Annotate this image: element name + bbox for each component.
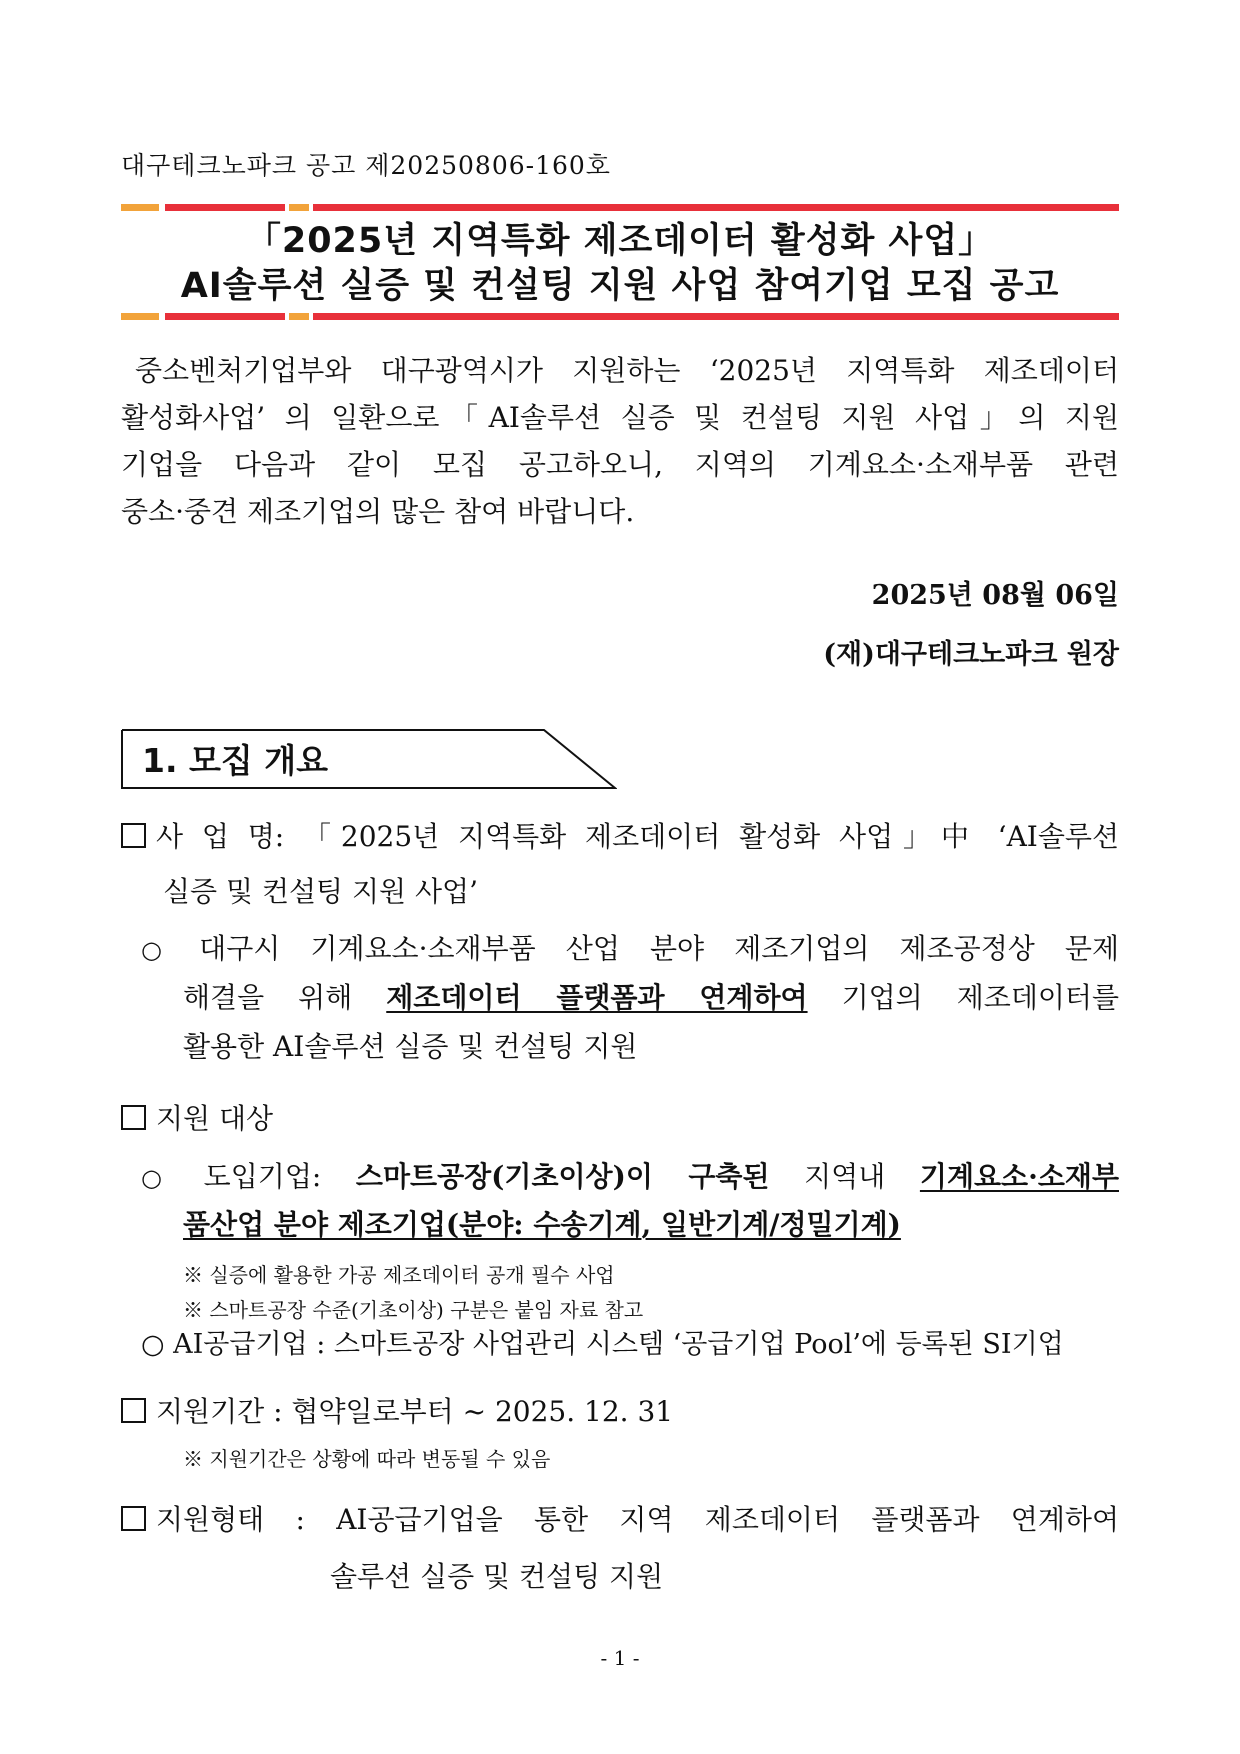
checkbox-square-icon — [121, 1105, 146, 1130]
target-adopt-line-cont: 품산업 분야 제조기업(분야: 수송기계, 일반기계/정밀기계) — [183, 1208, 901, 1241]
title-bar-bottom-segment — [121, 313, 159, 320]
business-name-label: 사 업 명: — [156, 820, 285, 853]
title-line2: AI솔루션 실증 및 컨설팅 지원 사업 참여기업 모집 공고 — [180, 266, 1060, 306]
title-bar-bottom-segment — [313, 313, 1119, 320]
bullet-circle-icon: ○ — [141, 1164, 188, 1192]
notice-number: 대구테크노파크 공고 제20250806-160호 — [121, 151, 611, 180]
target-note: ※ 실증에 활용한 가공 제조데이터 공개 필수 사업 — [183, 1263, 615, 1287]
intro-line: 중소벤처기업부와 대구광역시가 지원하는 ‘2025년 지역특화 제조데이터 — [135, 354, 1119, 387]
checkbox-square-icon — [121, 1506, 146, 1531]
business-name-row — [121, 815, 1119, 855]
business-bullet-line: 해결을 위해 제조데이터 플랫폼과 연계하여 기업의 제조데이터를 — [183, 981, 1120, 1014]
intro-line: 중소·중견 제조기업의 많은 참여 바랍니다. — [121, 495, 635, 528]
title-bar-top-segment — [313, 204, 1119, 211]
title-bar-bottom-segment — [165, 313, 285, 320]
title-bar-top-segment — [121, 204, 159, 211]
period-note: ※ 지원기간은 상황에 따라 변동될 수 있음 — [183, 1447, 551, 1471]
target-note: ※ 스마트공장 수준(기초이상) 구분은 붙임 자료 참고 — [183, 1298, 644, 1322]
intro-paragraph — [121, 347, 1119, 535]
target-adopt-line: ○ 도입기업: 스마트공장(기초이상)이 구축된 지역내 기계요소·소재부 — [141, 1160, 1119, 1193]
form-row-cont: 솔루션 실증 및 컨설팅 지원 — [330, 1560, 664, 1593]
title-line1: 「2025년 지역특화 제조데이터 활성화 사업」 — [245, 221, 995, 261]
bullet-circle-icon: ○ — [141, 936, 184, 964]
business-name-value-cont: 실증 및 컨설팅 지원 사업’ — [163, 875, 478, 908]
page-number: - 1 - — [600, 1646, 640, 1670]
business-bullet-line: ○ 대구시 기계요소·소재부품 산업 분야 제조기업의 제조공정상 문제 — [141, 932, 1119, 965]
target-row — [121, 1097, 273, 1137]
intro-line: 활성화사업’ 의 일환으로「AI솔루션 실증 및 컨설팅 지원 사업」의 지원 — [121, 401, 1119, 434]
period-row: 지원기간 : 협약일로부터 ~ 2025. 12. 31 — [121, 1390, 673, 1430]
checkbox-square-icon — [121, 1398, 146, 1423]
supplier-line: ○ AI공급기업 : 스마트공장 사업관리 시스템 ‘공급기업 Pool’에 등록된 SI기업 — [141, 1329, 1064, 1360]
announcement-date: 2025년 08월 06일 — [871, 580, 1119, 611]
title-bar-bottom-segment — [289, 313, 309, 320]
business-name-value: 「2025년 지역특화 제조데이터 활성화 사업」中 ‘AI솔루션 — [303, 820, 1119, 853]
highlight-platform-link: 제조데이터 플랫폼과 연계하여 — [386, 981, 808, 1014]
signature: (재)대구테크노파크 원장 — [823, 639, 1119, 670]
title-bar-top-segment — [289, 204, 309, 211]
target-label: 지원 대상 — [156, 1102, 274, 1135]
checkbox-square-icon — [121, 823, 146, 848]
intro-line: 기업을 다음과 같이 모집 공고하오니, 지역의 기계요소·소재부품 관련 — [121, 448, 1119, 481]
title-bar-top-segment — [165, 204, 285, 211]
form-row: 지원형태 : AI공급기업을 통한 지역 제조데이터 플랫폼과 연계하여 — [121, 1498, 1119, 1538]
section-title: 1. 모집 개요 — [142, 741, 328, 780]
business-bullet-line: 활용한 AI솔루션 실증 및 컨설팅 지원 — [183, 1030, 638, 1063]
